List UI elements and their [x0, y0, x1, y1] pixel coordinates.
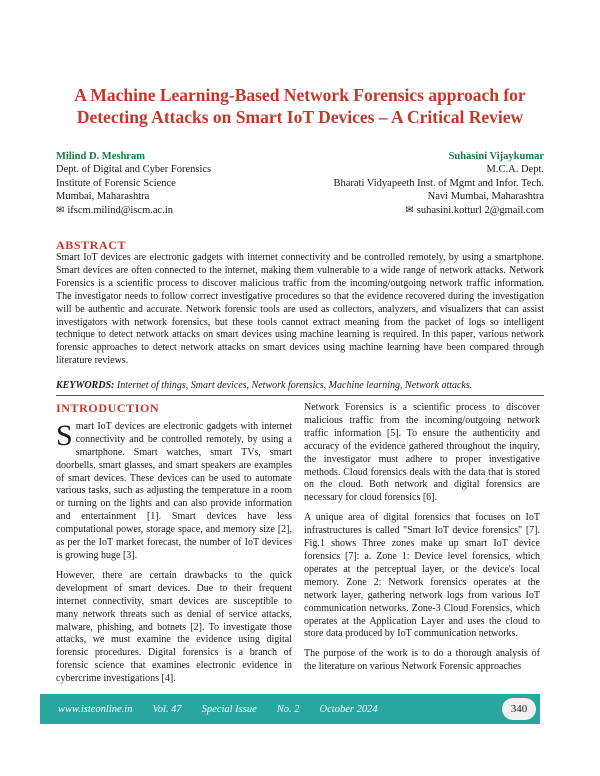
footer-volume: Vol. 47 — [152, 703, 182, 715]
author-email-2[interactable]: suhasini.kotturl 2@gmail.com — [416, 204, 544, 216]
author-email-row — [333, 204, 544, 217]
author-block-1 — [56, 150, 211, 217]
paper-title — [40, 84, 560, 128]
author-name-1: Milind D. Meshram — [56, 151, 145, 162]
intro-paragraph-2: However, there are certain drawbacks to the quick development of smart devices. Due to their frequent internet connectivity, smart devices are susceptible to many network threats such as denial of service attacks, malware, phishing, and botnets [2]. To investigate those attacks, we must examine the evidence using digital forensic procedures. Digital forensics is a branch of forensic science that examines electronic evidence in cybercrime investigations [4]. — [56, 569, 292, 685]
intro-paragraph-5: The purpose of the work is to do a thorough analysis of the literature on various Network Forensic approaches — [304, 648, 540, 673]
keywords-label: KEYWORDS: — [56, 380, 115, 391]
title-line-1: A Machine Learning-Based Network Forensics approach for — [74, 85, 526, 105]
author-affiliation-line: Navi Mumbai, Maharashtra — [427, 191, 544, 203]
author-email-row — [56, 204, 211, 217]
intro-paragraph-1 — [56, 418, 292, 563]
right-column — [304, 402, 540, 681]
author-affiliation-line: Institute of Forensic Science — [56, 177, 176, 189]
intro-paragraph-4: A unique area of digital forensics that focuses on IoT infrastructures is called "Smart IoT device forensics" [7]. Fig.1 shows Three zones make up smart IoT device forensics [7]: a. Zone 1: Device level forensics, which operates at the perceptual layer, or the device's local memory. Zone 2: Network forensics operates at the network layer, gathering network logs from various IoT communication networks. Zone-3 Cloud Forensics, which operates at the Application Layer and uses the cloud to store data produced by IoT communication networks. — [304, 512, 540, 640]
intro-paragraph-3: Network Forensics is a scientific process to discover malicious traffic from the incoming/outgoing network traffic information [5]. To ensure the authenticity and accuracy of the evidence gathered throughout the inquiry, the investigator must adhere to proper investigative methods. Cloud forensics deals with the data that is stored on the cloud. Both network and digital forensics are necessary for cloud forensics [6]. — [304, 402, 540, 504]
abstract-text: Smart IoT devices are electronic gadgets with internet connectivity and be controlled remotely, by using a smartphone. Smart devices are often connected to the internet, making them vulnerable to a wide range of network attacks. Network Forensics is a scientific process to discover malicious traffic from the incoming/outgoing network traffic information. The investigator needs to follow correct investigative procedures so that the evidence recovered during the investigation will be authentic and accurate. Network forensic tools are used as collectors, analyzers, and visualizers that can assist investigators with network forensics, but these tools cannot extract meaning from the packet of logs so intelligent technique to detect network attacks on smart devices using machine learning is required. In this paper, various network forensic approaches to detect network attacks on smart devices using machine learning have been compared through literature reviews. — [56, 252, 544, 367]
author-affiliation-line: Dept. of Digital and Cyber Forensics — [56, 164, 212, 176]
author-affiliation-line: Bharati Vidyapeeth Inst. of Mgmt and Infor. Tech. — [333, 177, 544, 189]
author-affiliation-line: Mumbai, Maharashtra — [56, 191, 150, 203]
footer-band — [40, 694, 540, 724]
left-column — [56, 402, 292, 693]
intro-paragraph-1-text: mart IoT devices are electronic gadgets with internet connectivity and be controlled remotely, by using a smartphone. Smart watches, smart TVs, smart doorbells, smart glasses, and smart speakers are examples of smart devices. These devices can be used to automate various tasks, such as adjusting the temperature in a room or turning on the lights and can also provide information and entertainment [1]. Smart devices have less computational power, storage space, and memory size [2], as per the IoT market forecast, the number of IoT devices is growing huge [3]. — [56, 420, 292, 561]
keywords-line — [56, 380, 544, 391]
keywords-text: Internet of things, Smart devices, Network forensics, Machine learning, Network attacks. — [116, 380, 473, 391]
footer-date: October 2024 — [319, 703, 378, 715]
page-number-badge: 340 — [502, 698, 536, 720]
author-email-1[interactable]: ifscm.milind@iscm.ac.in — [67, 204, 174, 216]
author-affiliation-line: M.C.A. Dept. — [486, 164, 544, 176]
author-name-2: Suhasini Vijaykumar — [448, 151, 544, 162]
footer-number: No. 2 — [276, 703, 300, 715]
footer-website[interactable]: www.isteonline.in — [58, 703, 133, 715]
introduction-heading: INTRODUCTION — [56, 401, 160, 415]
author-block-2 — [333, 150, 544, 217]
drop-cap: S — [56, 418, 73, 452]
envelope-icon: ✉ — [405, 204, 414, 216]
envelope-icon: ✉ — [56, 204, 65, 216]
footer-issue-type: Special Issue — [201, 703, 257, 715]
title-line-2: Detecting Attacks on Smart IoT Devices – A Critical Review — [76, 107, 524, 127]
divider — [56, 395, 544, 396]
abstract-heading: ABSTRACT — [56, 238, 127, 252]
